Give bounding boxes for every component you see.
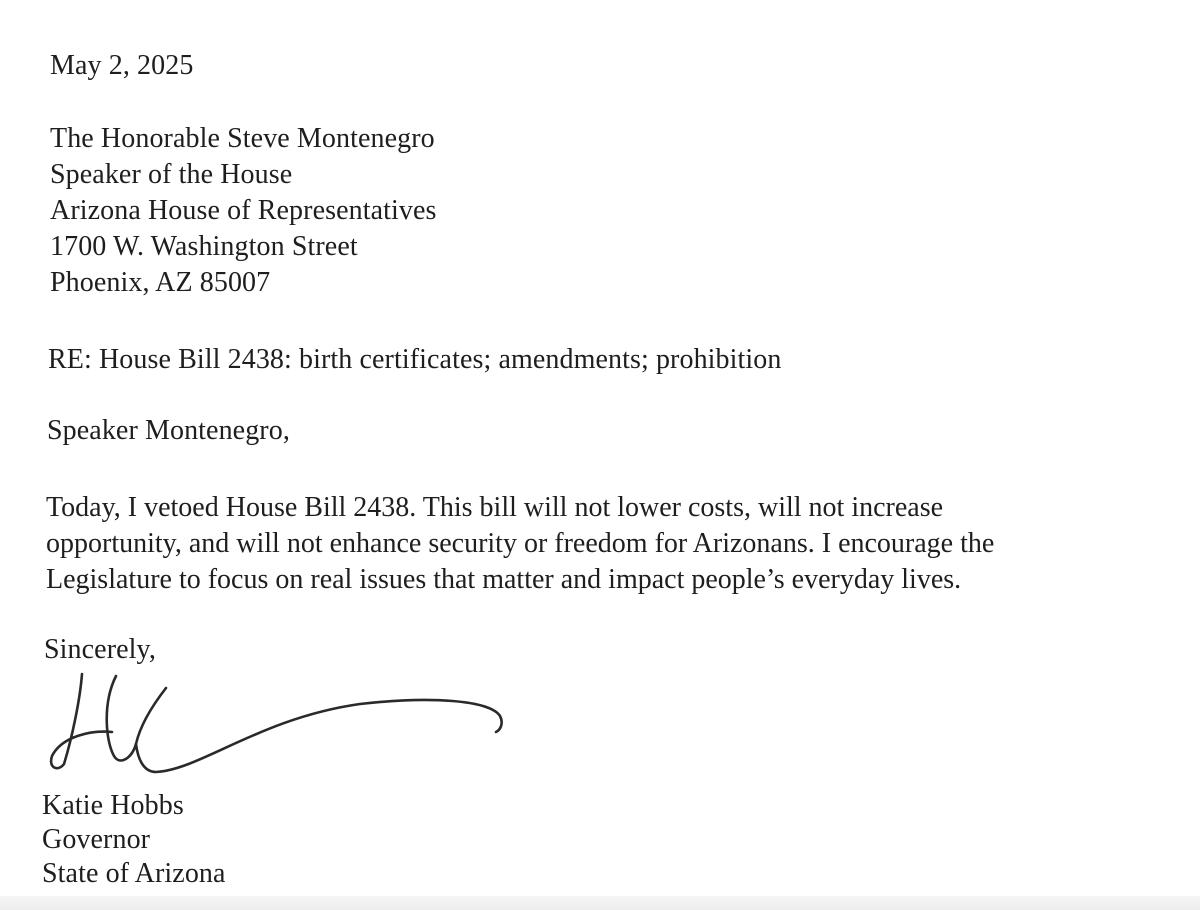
recipient-organization: Arizona House of Representatives <box>50 195 437 226</box>
body-line: opportunity, and will not enhance security or freedom for Arizonans. I encourage the <box>46 528 995 559</box>
body-line: Today, I vetoed House Bill 2438. This bill will not lower costs, will not increase <box>46 492 944 523</box>
body-line: Legislature to focus on real issues that matter and impact people’s everyday lives. <box>46 564 962 595</box>
signature-stroke <box>51 674 112 768</box>
recipient-title: Speaker of the House <box>50 159 293 190</box>
sender-title: Governor <box>42 824 151 855</box>
letter-date: May 2, 2025 <box>50 50 194 81</box>
salutation: Speaker Montenegro, <box>47 415 290 446</box>
signature-image <box>40 660 520 780</box>
recipient-city: Phoenix, AZ 85007 <box>50 267 271 298</box>
page-bottom-edge <box>0 896 1200 910</box>
signature-stroke <box>136 700 502 772</box>
re-line: RE: House Bill 2438: birth certificates; amendments; prohibition <box>48 344 782 375</box>
recipient-name: The Honorable Steve Montenegro <box>50 123 435 154</box>
sender-name: Katie Hobbs <box>42 790 184 821</box>
closing: Sincerely, <box>44 634 156 665</box>
recipient-street: 1700 W. Washington Street <box>50 231 358 262</box>
sender-organization: State of Arizona <box>42 858 226 889</box>
